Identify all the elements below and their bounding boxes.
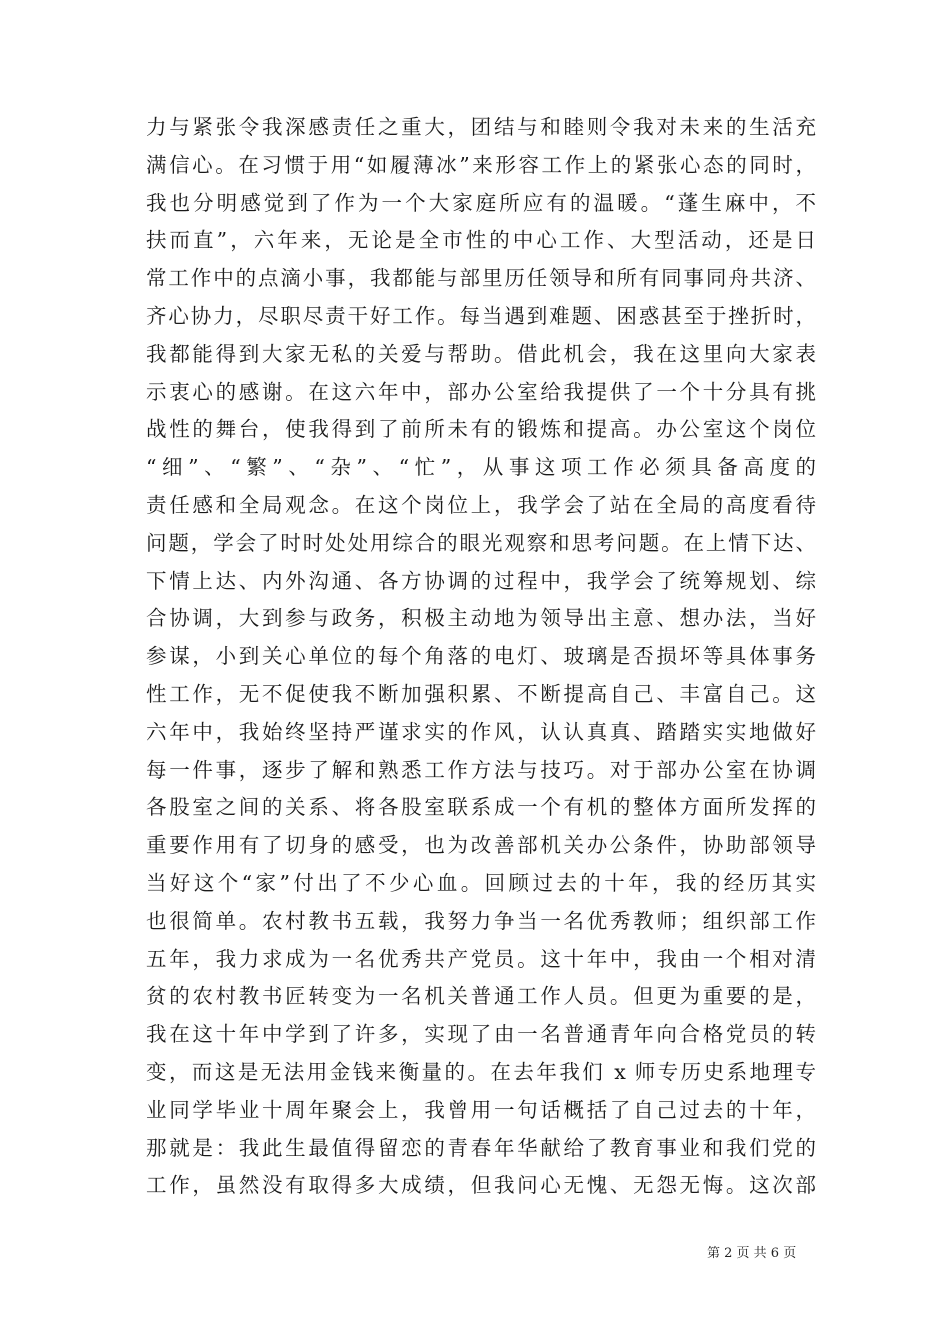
text-line: 六年中，我始终坚持严谨求实的作风，认认真真、踏踏实实地做好 (146, 719, 816, 744)
text-line: 性工作，无不促使我不断加强积累、不断提高自己、丰富自己。这 (146, 681, 816, 706)
text-line: 重要作用有了切身的感受，也为改善部机关办公条件，协助部领导 (146, 833, 816, 858)
text-line: 各股室之间的关系、将各股室联系成一个有机的整体方面所发挥的 (146, 795, 816, 820)
text-line: 我在这十年中学到了许多，实现了由一名普通青年向合格党员的转 (146, 1022, 816, 1047)
text-line: 示衷心的感谢。在这六年中，部办公室给我提供了一个十分具有挑 (146, 379, 816, 404)
text-line: 工作，虽然没有取得多大成绩，但我问心无愧、无怨无悔。这次部 (146, 1173, 816, 1198)
text-line: 我都能得到大家无私的关爱与帮助。借此机会，我在这里向大家表 (146, 341, 816, 366)
text-line: 扶而直”，六年来，无论是全市性的中心工作、大型活动，还是日 (146, 228, 816, 253)
text-line: 战性的舞台，使我得到了前所未有的锻炼和提高。办公室这个岗位 (146, 417, 816, 442)
text-line: 贫的农村教书匠转变为一名机关普通工作人员。但更为重要的是， (146, 984, 816, 1009)
text-line: 问题，学会了时时处处用综合的眼光观察和思考问题。在上情下达、 (146, 530, 816, 555)
text-line: 每一件事，逐步了解和熟悉工作方法与技巧。对于部办公室在协调 (146, 757, 816, 782)
text-line: 五年，我力求成为一名优秀共产党员。这十年中，我由一个相对清 (146, 946, 816, 971)
text-line: 常工作中的点滴小事，我都能与部里历任领导和所有同事同舟共济、 (146, 266, 816, 291)
text-line: 合协调，大到参与政务，积极主动地为领导出主意、想办法，当好 (146, 606, 816, 631)
body-paragraph (146, 109, 816, 1205)
text-line: 下情上达、内外沟通、各方协调的过程中，我学会了统筹规划、综 (146, 568, 816, 593)
text-line: 参谋，小到关心单位的每个角落的电灯、玻璃是否损坏等具体事务 (146, 644, 816, 669)
page-number-footer: 第 2 页 共 6 页 (707, 1246, 797, 1261)
text-line: “细”、“繁”、“杂”、“忙”，从事这项工作必须具备高度的 (146, 455, 816, 480)
text-line: 责任感和全局观念。在这个岗位上，我学会了站在全局的高度看待 (146, 492, 816, 517)
text-line: 变，而这是无法用金钱来衡量的。在去年我们 x 师专历史系地理专 (146, 1059, 816, 1084)
text-line: 力与紧张令我深感责任之重大，团结与和睦则令我对未来的生活充 (146, 115, 816, 139)
text-line: 那就是：我此生最值得留恋的青春年华献给了教育事业和我们党的 (146, 1135, 816, 1160)
text-line: 业同学毕业十周年聚会上，我曾用一句话概括了自己过去的十年， (146, 1097, 816, 1122)
text-line: 齐心协力，尽职尽责干好工作。每当遇到难题、困惑甚至于挫折时， (146, 303, 816, 328)
text-line: 满信心。在习惯于用“如履薄冰”来形容工作上的紧张心态的同时， (146, 152, 816, 177)
text-line: 当好这个“家”付出了不少心血。回顾过去的十年，我的经历其实 (146, 870, 816, 895)
text-line: 也很简单。农村教书五载，我努力争当一名优秀教师；组织部工作 (146, 908, 816, 933)
text-line: 我也分明感觉到了作为一个大家庭所应有的温暖。“蓬生麻中，不 (146, 190, 816, 215)
